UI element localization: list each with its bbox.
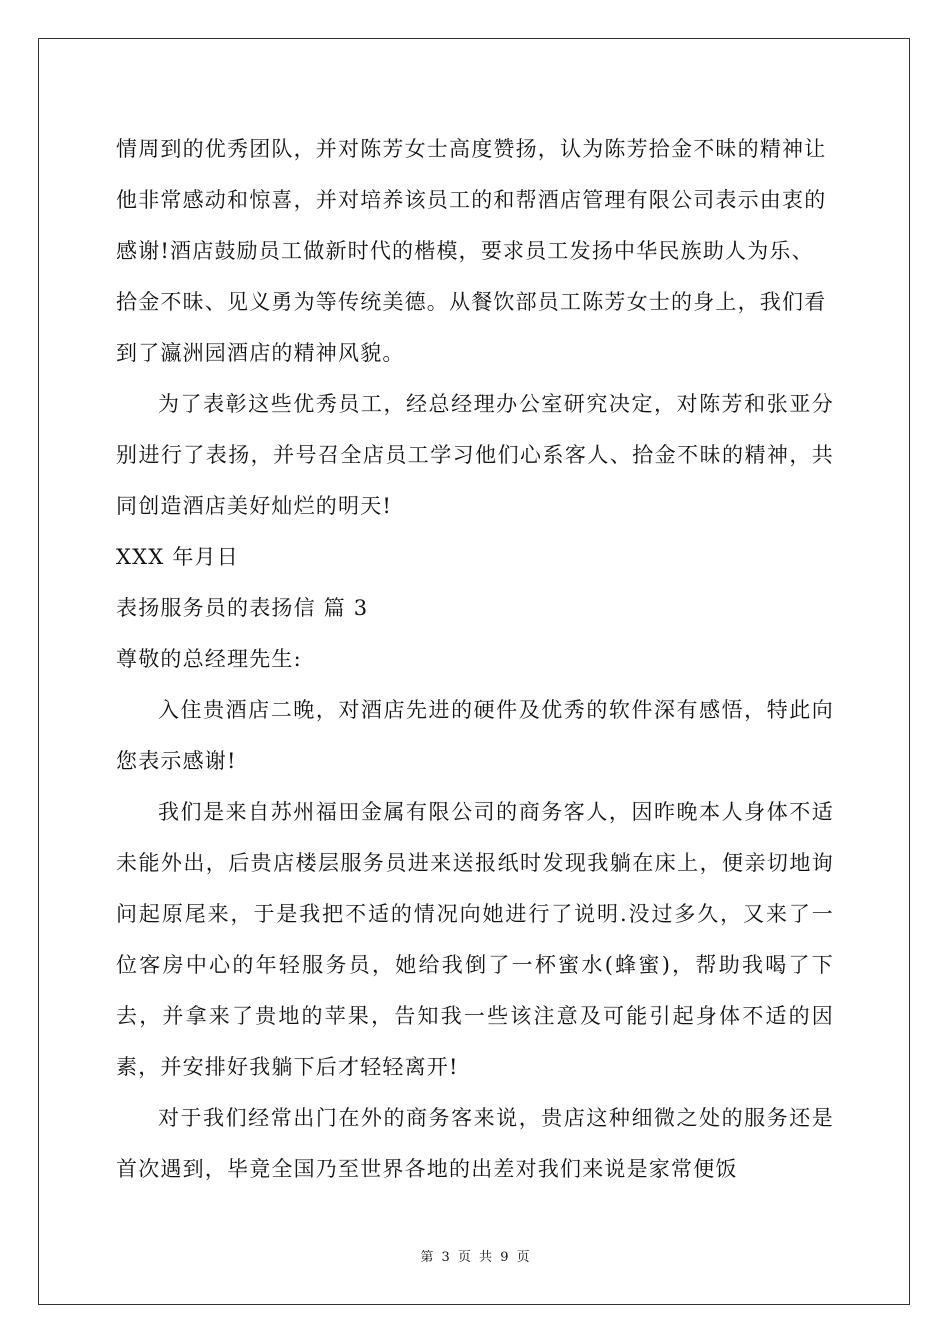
salutation: 尊敬的总经理先生: (116, 647, 302, 671)
section-heading: 表扬服务员的表扬信 篇 3 (116, 596, 369, 620)
paragraph-3: 入住贵酒店二晚，对酒店先进的硬件及优秀的软件深有感悟，特此向您表示感谢! (116, 698, 834, 773)
paragraph-5: 对于我们经常出门在外的商务客来说，贵店这种细微之处的服务还是首次遇到，毕竟全国乃至世界各地的出差对我们来说是家常便饭 (116, 1106, 834, 1181)
paragraph-1: 情周到的优秀团队，并对陈芳女士高度赞扬，认为陈芳拾金不昧的精神让他非常感动和惊喜，并对培养该员工的和帮酒店管理有限公司表示由衷的感谢!酒店鼓励员工做新时代的楷模，要求员工发扬中华民族助人为乐、拾金不昧、见义勇为等传统美德。从餐饮部员工陈芳女士的身上，我们看到了瀛洲园酒店的精神风貌。 (116, 137, 827, 365)
page-number-footer: 第 3 页 共 9 页 (420, 1250, 530, 1265)
document-body (116, 124, 834, 1195)
date-line: XXX 年月日 (116, 545, 239, 569)
paragraph-4: 我们是来自苏州福田金属有限公司的商务客人，因昨晚本人身体不适未能外出，后贵店楼层服务员进来送报纸时发现我躺在床上，便亲切地询问起原尾来，于是我把不适的情况向她进行了说明.没过多久，又来了一位客房中心的年轻服务员，她给我倒了一杯蜜水(蜂蜜)，帮助我喝了下去，并拿来了贵地的苹果，告知我一些该注意及可能引起身体不适的因素，并安排好我躺下后才轻轻离开! (116, 800, 834, 1079)
paragraph-2: 为了表彰这些优秀员工，经总经理办公室研究决定，对陈芳和张亚分别进行了表扬，并号召全店员工学习他们心系客人、拾金不昧的精神，共同创造酒店美好灿烂的明天! (116, 392, 834, 518)
